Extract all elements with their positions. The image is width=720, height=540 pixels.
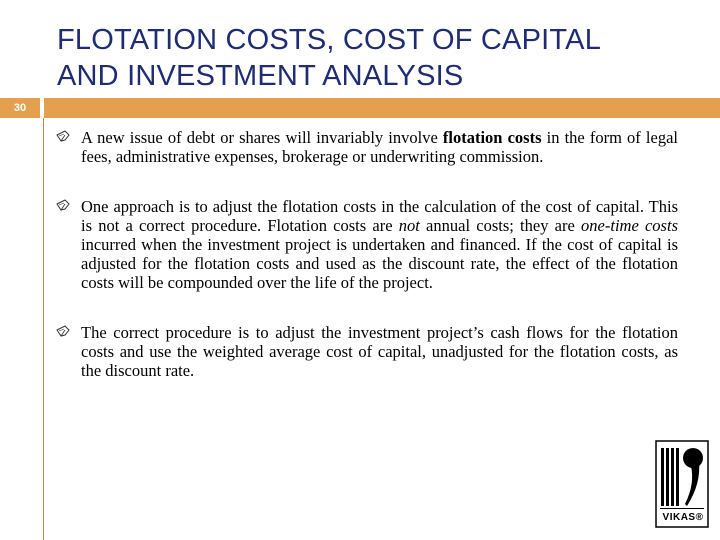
bullet-text-part: in the form of legal fees, administrative expenses, brokerage or underwriting commission. — [81, 128, 678, 166]
bullet-item — [56, 323, 678, 380]
vikas-logo-text: VIKAS® — [662, 512, 704, 523]
bullet-text-part: A new issue of debt or shares will invariably involve — [81, 128, 443, 147]
bullet-text — [81, 128, 678, 166]
bullet-text — [81, 323, 678, 380]
bullet-item — [56, 128, 678, 166]
bullet-text-part: one-time costs — [581, 216, 678, 235]
bullet-text-part: One approach is to adjust the flotation costs in the calculation of the cost of capital. This is not a correct procedure. Flotation costs are — [81, 197, 678, 235]
bullet-item — [56, 197, 678, 292]
header-band — [0, 98, 720, 118]
slide-number: 30 — [0, 98, 40, 118]
pen-nib-icon — [56, 129, 70, 143]
bullet-text-part: annual costs; they are — [419, 216, 582, 235]
slide-title — [57, 22, 697, 94]
slide-title-line-1: FLOTATION COSTS, COST OF CAPITAL — [57, 24, 602, 56]
pen-nib-icon — [56, 324, 70, 338]
pen-nib-icon — [56, 198, 70, 212]
bullet-text-part: The correct procedure is to adjust the investment project’s cash flows for the flotation costs and use the weighted average cost of capital, unadjusted for the flotation costs, as the discount rate. — [81, 323, 678, 380]
bullet-text-part: incurred when the investment project is undertaken and financed. If the cost of capital is adjusted for the flotation costs and used as the discount rate, the effect of the flotation costs will be compounded over the life of the project. — [81, 235, 678, 292]
bullet-list — [56, 128, 678, 380]
slide-title-line-2: AND INVESTMENT ANALYSIS — [57, 60, 464, 92]
left-rule — [43, 118, 44, 540]
band-divider — [40, 98, 44, 118]
bullet-text-part: flotation costs — [442, 128, 542, 147]
bullet-text-part: not — [398, 216, 420, 235]
bullet-text — [81, 197, 678, 292]
